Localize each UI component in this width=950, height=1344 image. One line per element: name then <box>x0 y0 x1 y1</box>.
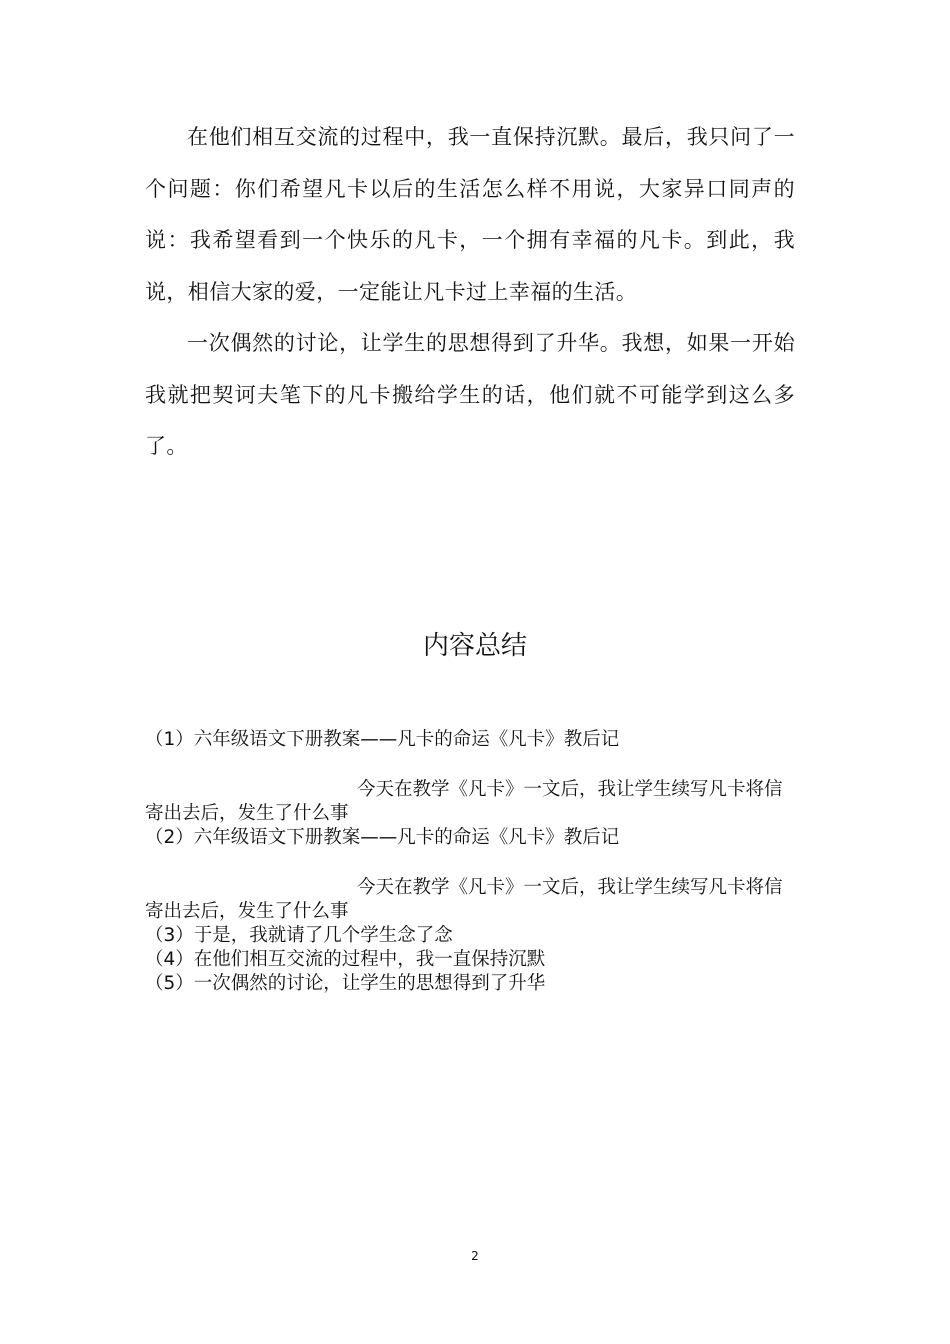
paragraph-2: 一次偶然的讨论，让学生的思想得到了升华。我想，如果一开始我就把契诃夫笔下的凡卡搬给学生的话，他们就不可能学到这么多了。 <box>145 331 795 458</box>
summary-item-1-detail: 今天在教学《凡卡》一文后，我让学生续写凡卡将信寄出去后，发生了什么事 <box>145 779 783 824</box>
summary-item-4: （4）在他们相互交流的过程中，我一直保持沉默 <box>145 949 546 970</box>
summary-list <box>145 728 795 996</box>
summary-item-3: （3）于是，我就请了几个学生念了念 <box>145 925 453 946</box>
summary-item-2: （2）六年级语文下册教案——凡卡的命运《凡卡》教后记 <box>145 827 620 848</box>
summary-title: 内容总结 <box>422 631 527 661</box>
paragraph-1: 在他们相互交流的过程中，我一直保持沉默。最后，我只问了一个问题：你们希望凡卡以后的生活怎么样不用说，大家异口同声的说：我希望看到一个快乐的凡卡，一个拥有幸福的凡卡。到此，我说，相信大家的爱，一定能让凡卡过上幸福的生活。 <box>145 125 795 304</box>
summary-item-2-detail: 今天在教学《凡卡》一文后，我让学生续写凡卡将信寄出去后，发生了什么事 <box>145 877 783 922</box>
summary-item-1: （1）六年级语文下册教案——凡卡的命运《凡卡》教后记 <box>145 729 620 750</box>
body-text <box>145 112 795 473</box>
page-number: 2 <box>471 1249 479 1263</box>
summary-item-5: （5）一次偶然的讨论，让学生的思想得到了升华 <box>145 973 546 994</box>
